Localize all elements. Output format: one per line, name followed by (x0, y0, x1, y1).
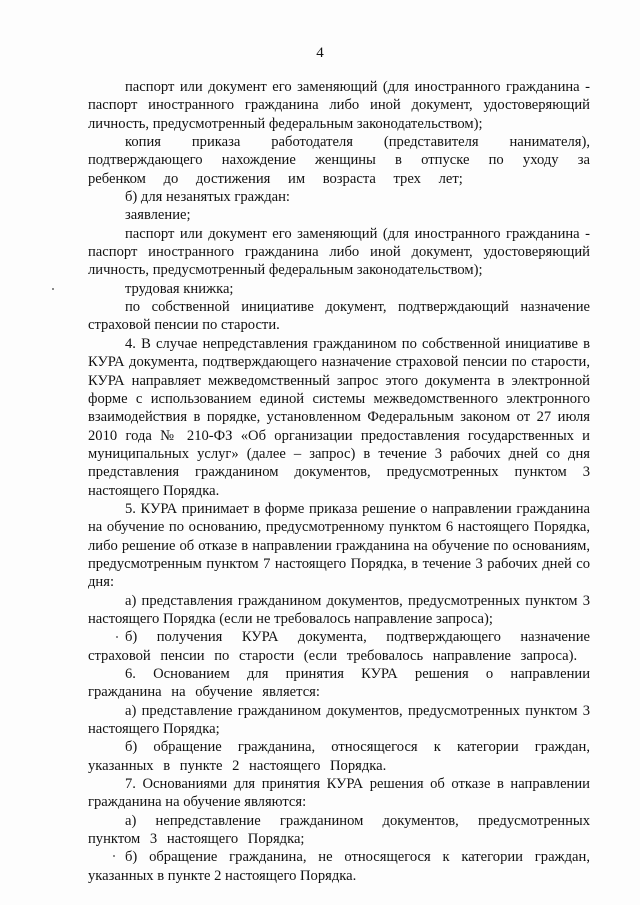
paragraph-application: заявление; (125, 207, 191, 224)
paragraph-clause-5a: а) представления гражданином документов, предусмотренных пунктом 3 настоящего Порядка (если не требовалось направление запроса); (88, 592, 590, 627)
paragraph-clause-6b: б) обращение гражданина, относящегося к категории граждан, указанных в пункте 2 настоящего Порядка. (88, 739, 590, 774)
page-number: 4 (316, 45, 324, 61)
paragraph-clause-5: 5. КУРА принимает в форме приказа решение о направлении гражданина на обучение по основанию, предусмотренному пунктом 6 настоящего Порядка, либо решение об отказе в направлении гражданина на обучение по основаниям, предусмотренным пунктом 7 настоящего Порядка, в течение 3 рабочих дней со дня: (88, 500, 590, 591)
paragraph-work-record-book: трудовая книжка; (125, 280, 234, 297)
scan-speck (52, 288, 54, 290)
paragraph-passport-unemployed: паспорт или документ его заменяющий (для иностранного гражданина - паспорт иностранного гражданина либо иной документ, удостоверяющий личность, предусмотренный федеральным законодательством); (88, 225, 590, 279)
paragraph-clause-6a: а) представление гражданином документов, предусмотренных пунктом 3 настоящего Порядка; (88, 702, 590, 738)
paragraph-passport-employed: паспорт или документ его заменяющий (для иностранного гражданина - паспорт иностранного гражданина либо иной документ, удостоверяющий личность, предусмотренный федеральным законодательством); (88, 79, 590, 132)
paragraph-pension-document: по собственной инициативе документ, подтверждающий назначение страховой пенсии по старости. (88, 299, 590, 334)
paragraph-unemployed-heading: б) для незанятых граждан: (125, 189, 290, 206)
paragraph-clause-7: 7. Основаниями для принятия КУРА решения об отказе в направлении гражданина на обучение являются: (88, 776, 590, 811)
document-body (88, 78, 590, 885)
paragraph-clause-6: 6. Основанием для принятия КУРА решения о направлении гражданина на обучение является: (88, 666, 590, 701)
paragraph-employer-order-copy: копия приказа работодателя (представителя нанимателя), подтверждающего нахождение женщины в отпуске по уходу за ребенком до достижения им возраста трех лет; (88, 134, 590, 187)
paragraph-clause-5b: б) получения КУРА документа, подтверждающего назначение страховой пенсии по старости (если требовалось направление запроса). (88, 629, 590, 664)
paragraph-clause-4: 4. В случае непредставления гражданином по собственной инициативе в КУРА документа, подтверждающего назначение страховой пенсии по старости, КУРА направляет межведомственный запрос этого документа в электронной форме с использованием единой системы межведомственного электронного взаимодействия в порядке, установленном Федеральным законом от 27 июля 2010 года № 210-ФЗ «Об организации предоставления государственных и муниципальных услуг» (далее – запрос) в течение 3 рабочих дней со дня представления гражданином документов, предусмотренных пунктом 3 настоящего Порядка. (88, 335, 590, 499)
paragraph-clause-7b: б) обращение гражданина, не относящегося к категории граждан, указанных в пункте 2 настоящего Порядка. (88, 849, 590, 884)
scan-speck (116, 636, 118, 638)
paragraph-clause-7a: а) непредставление гражданином документов, предусмотренных пунктом 3 настоящего Порядка; (88, 812, 590, 848)
scan-speck (113, 855, 115, 857)
